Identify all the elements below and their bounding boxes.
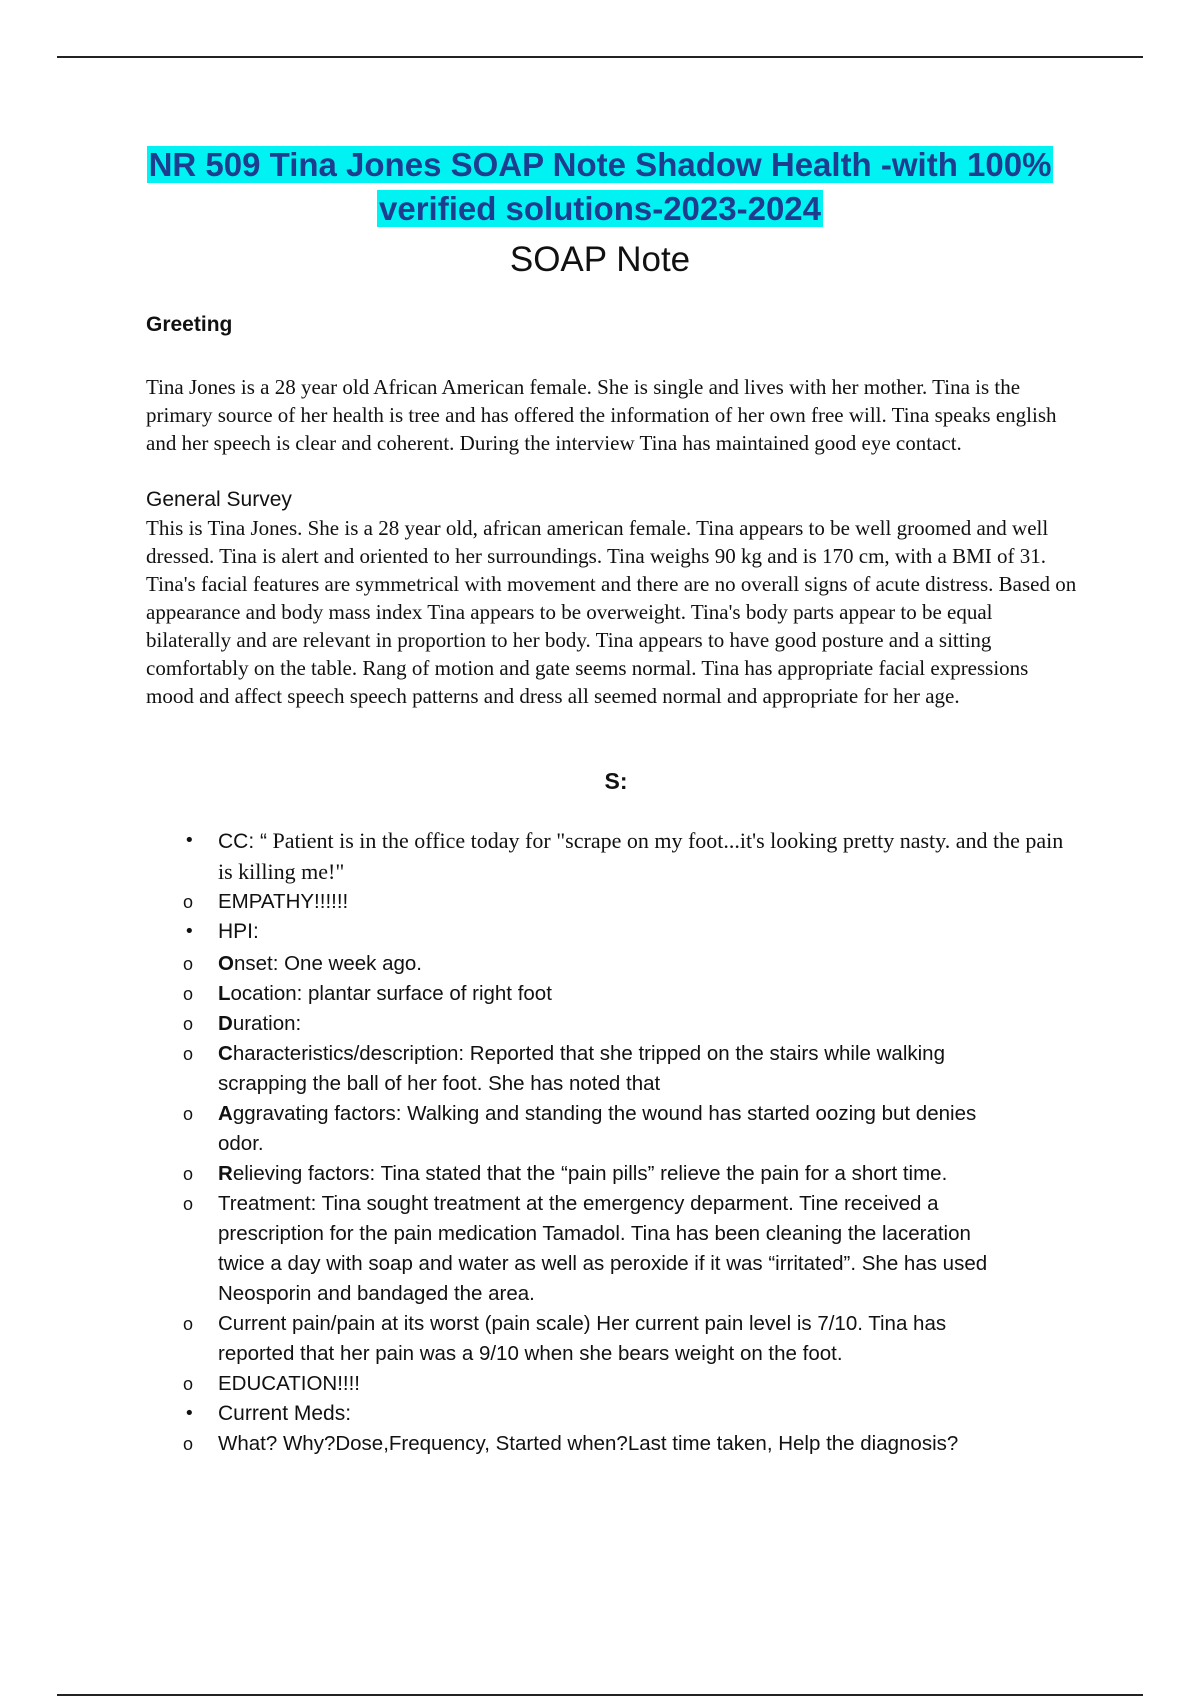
greeting-paragraph: Tina Jones is a 28 year old African American female. She is single and lives with her mother. Tina is the primary source of her health is tree and has offered the information of her own free will. Tina speaks english and her speech is clear and coherent. During the interview Tina has maintained good eye contact. <box>146 375 1057 455</box>
empathy-item <box>146 887 1070 917</box>
hpi-list <box>146 949 1008 1399</box>
hpi-treatment: o Treatment: Tina sought treatment at the emergency deparment. Tine received a prescription for the pain medication Tamadol. Tina has been cleaning the laceration twice a day with soap and water as well as peroxide if it was “irritated”. She has used Neosporin and bandaged the area. <box>146 1189 1008 1309</box>
hpi-education: o EDUCATION!!!! <box>146 1369 1008 1399</box>
cc-label: CC: “ <box>218 830 267 853</box>
meds-label: Current Meds: <box>218 1402 352 1425</box>
hpi-characteristics: o Characteristics/description: Reported that she tripped on the stairs while walking scrapping the ball of her foot. She has noted that <box>146 1039 1008 1099</box>
cc-text: Patient is in the office today for "scrape on my foot...it's looking pretty nasty. and the pain is killing me!" <box>218 828 1064 884</box>
bottom-rule <box>57 1694 1143 1696</box>
general-survey-label: General Survey <box>146 488 292 511</box>
hpi-pain-scale: o Current pain/pain at its worst (pain scale) Her current pain level is 7/10. Tina has reported that her pain was a 9/10 when she bears weight on the foot. <box>146 1309 1008 1369</box>
hpi-relieving: o Relieving factors: Tina stated that the “pain pills” relieve the pain for a short time. <box>146 1159 1008 1189</box>
cc-item <box>0 826 1100 917</box>
hpi-onset: o Onset: One week ago. <box>146 949 1008 979</box>
meds-list <box>146 1429 1026 1459</box>
greeting-heading: Greeting <box>146 313 233 336</box>
empathy-text: EMPATHY!!!!!! <box>218 890 349 913</box>
hpi-duration: o Duration: <box>146 1009 1008 1039</box>
title-line-2: verified solutions-2023-2024 <box>378 190 822 227</box>
meds-question: o What? Why?Dose,Frequency, Started when?Last time taken, Help the diagnosis? <box>146 1429 1026 1459</box>
general-survey-paragraph: This is Tina Jones. She is a 28 year old, african american female. Tina appears to be well groomed and well dressed. Tina is alert and oriented to her surroundings. Tina weighs 90 kg and is 170 cm, with a BMI of 31. Tina's facial features are symmetrical with movement and there are no overall signs of acute distress. Based on appearance and body mass index Tina appears to be overweight. Tina's body parts appear to be equal bilaterally and are relevant in proportion to her body. Tina appears to have good posture and a sitting comfortably on the table. Rang of motion and gate seems normal. Tina has appropriate facial expressions mood and affect speech speech patterns and dress all seemed normal and appropriate for her age. <box>146 516 1077 708</box>
title-line-1: NR 509 Tina Jones SOAP Note Shadow Health -with 100% <box>148 146 1052 183</box>
hpi-aggravating: o Aggravating factors: Walking and standing the wound has started oozing but denies odor. <box>146 1099 1008 1159</box>
hpi-item <box>0 917 1100 1399</box>
document-subtitle: SOAP Note <box>509 240 691 279</box>
hpi-location: o Location: plantar surface of right foot <box>146 979 1008 1009</box>
subjective-list <box>0 826 1100 1459</box>
hpi-label: HPI: <box>218 920 259 943</box>
document-title <box>0 143 1200 231</box>
meds-item <box>0 1399 1100 1459</box>
top-rule <box>57 56 1143 58</box>
subjective-heading: S: <box>604 768 628 794</box>
